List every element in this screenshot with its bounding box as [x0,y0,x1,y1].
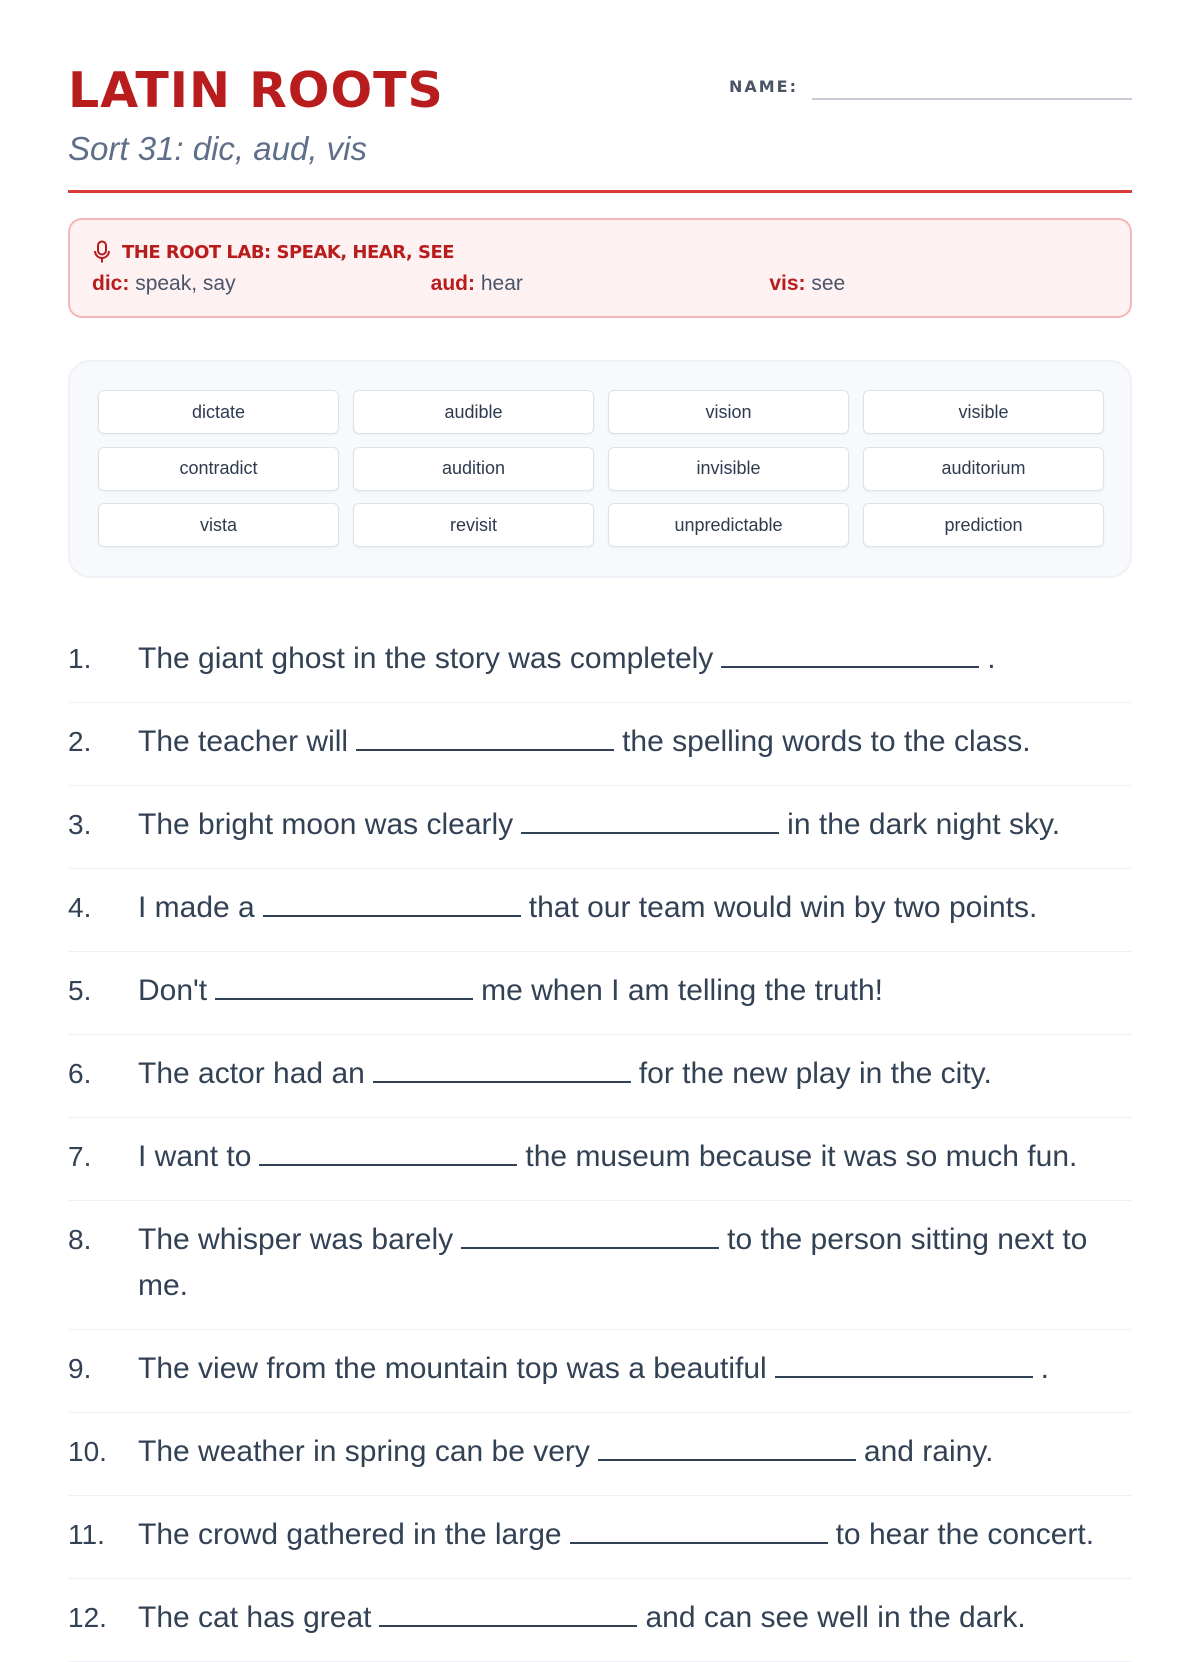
question-row [68,786,1132,869]
question-row [68,703,1132,786]
root-lab-box [68,218,1132,318]
question-after: the museum because it was so much fun. [525,1140,1078,1173]
question-before: The actor had an [138,1057,365,1090]
word-chip[interactable]: prediction [863,503,1104,547]
name-field[interactable] [812,72,1132,100]
root-label: dic: [92,272,130,295]
word-chip[interactable]: vista [98,503,339,547]
question-before: The view from the mountain top was a beautiful [138,1352,767,1385]
question-before: The cat has great [138,1601,372,1634]
answer-blank[interactable] [775,1350,1033,1378]
question-number: 4. [68,892,92,923]
question-number: 8. [68,1224,92,1255]
question-after: . [987,642,996,675]
answer-blank[interactable] [721,640,979,668]
question-row [68,1035,1132,1118]
question-row [68,952,1132,1035]
answer-blank[interactable] [215,972,473,1000]
question-after: to hear the concert. [835,1518,1095,1551]
question-row [68,1201,1132,1330]
root-dic [92,272,431,296]
answer-blank[interactable] [461,1221,719,1249]
question-number: 9. [68,1353,92,1384]
question-before: The giant ghost in the story was completely [138,642,714,675]
question-text [138,719,1132,765]
question-before: The crowd gathered in the large [138,1518,562,1551]
question-list [68,620,1132,1662]
question-after: and rainy. [863,1435,994,1468]
question-text [138,802,1132,848]
question-before: The weather in spring can be very [138,1435,590,1468]
word-chip[interactable]: revisit [353,503,594,547]
question-after: and can see well in the dark. [645,1601,1026,1634]
question-after: . [1040,1352,1050,1385]
root-label: vis: [769,272,806,295]
root-meanings [92,272,1108,296]
word-chip[interactable]: unpredictable [608,503,849,547]
question-row [68,1496,1132,1579]
root-aud [431,272,770,296]
question-text [138,1134,1132,1180]
question-number: 5. [68,975,92,1006]
answer-blank[interactable] [263,889,521,917]
question-after: to the person sitting next to me. [138,1223,1088,1302]
question-after: the spelling words to the class. [622,725,1031,758]
name-field-group [729,72,1132,100]
question-row [68,1579,1132,1662]
worksheet-header [68,0,1132,193]
question-row [68,869,1132,952]
answer-blank[interactable] [570,1516,828,1544]
word-chip[interactable]: visible [863,390,1104,434]
word-chip[interactable]: audition [353,447,594,491]
question-before: I made a [138,891,255,924]
word-chip[interactable]: contradict [98,447,339,491]
root-meaning: see [811,272,846,295]
question-number: 11. [68,1519,105,1550]
question-before: The bright moon was clearly [138,808,514,841]
answer-blank[interactable] [356,723,614,751]
question-number: 7. [68,1141,92,1172]
answer-blank[interactable] [598,1433,856,1461]
question-after: that our team would win by two points. [528,891,1038,924]
question-before: I want to [138,1140,252,1173]
answer-blank[interactable] [521,806,779,834]
question-row [68,1118,1132,1201]
question-number: 12. [68,1602,107,1633]
question-text [138,1217,1132,1309]
question-text [138,1346,1132,1392]
question-after: for the new play in the city. [638,1057,992,1090]
question-text [138,885,1132,931]
question-after: me when I am telling the truth! [481,974,883,1007]
root-lab-title: THE ROOT LAB: SPEAK, HEAR, SEE [122,241,455,263]
question-text [138,1512,1132,1558]
root-label: aud: [430,272,475,295]
word-chip[interactable]: dictate [98,390,339,434]
word-chip[interactable]: audible [353,390,594,434]
question-before: The teacher will [138,725,349,758]
answer-blank[interactable] [259,1138,517,1166]
question-number: 2. [68,726,92,757]
question-before: The whisper was barely [138,1223,454,1256]
question-text [138,1429,1132,1475]
question-before: Don't [138,974,208,1007]
name-label: NAME: [728,77,798,96]
question-text [138,968,1132,1014]
question-row [68,1413,1132,1496]
root-lab-heading [92,240,1108,264]
root-vis [769,272,1108,296]
question-text [138,1595,1132,1641]
question-text [138,1051,1132,1097]
page-title: LATIN ROOTS [68,62,444,119]
word-bank [68,360,1132,578]
question-text [138,636,1132,682]
question-number: 6. [68,1058,92,1089]
question-number: 3. [68,809,92,840]
word-chip[interactable]: auditorium [863,447,1104,491]
word-chip[interactable]: invisible [608,447,849,491]
root-meaning: speak, say [135,272,236,295]
word-chip[interactable]: vision [608,390,849,434]
question-row [68,1330,1132,1413]
microphone-icon [92,240,112,264]
question-row [68,620,1132,703]
root-meaning: hear [480,272,523,295]
page-subtitle: Sort 31: dic, aud, vis [68,130,367,167]
question-number: 10. [68,1436,107,1467]
answer-blank[interactable] [379,1599,637,1627]
question-after: in the dark night sky. [787,808,1061,841]
answer-blank[interactable] [373,1055,631,1083]
question-number: 1. [68,643,92,674]
